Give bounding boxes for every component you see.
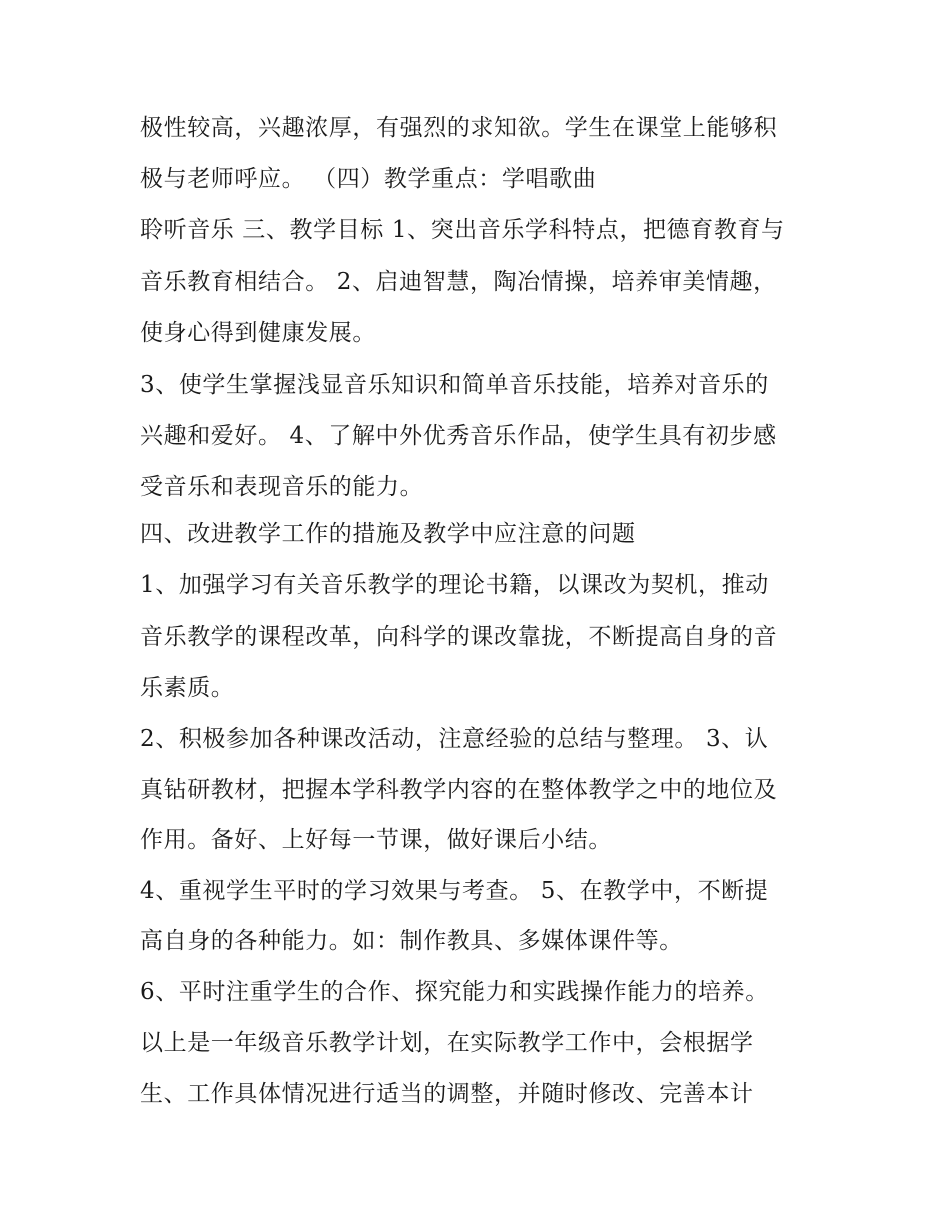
text-line: 1、加强学习有关音乐教学的理论书籍，以课改为契机，推动: [140, 572, 769, 598]
text-line: 6、平时注重学生的合作、探究能力和实践操作能力的培养。: [140, 979, 769, 1005]
text-line: 使身心得到健康发展。: [140, 320, 376, 346]
text-line: 极与老师呼应。 （四）教学重点：学唱歌曲: [140, 166, 597, 192]
section-heading: 四、改进教学工作的措施及教学中应注意的问题: [140, 521, 636, 547]
text-line: 极性较高，兴趣浓厚，有强烈的求知欲。学生在课堂上能够积: [140, 115, 778, 141]
text-line: 聆听音乐 三、教学目标 1、突出音乐学科特点，把德育教育与: [140, 217, 785, 243]
text-line: 音乐教育相结合。 2、启迪智慧，陶冶情操，培养审美情趣，: [140, 269, 777, 295]
text-line: 兴趣和爱好。 4、了解中外优秀音乐作品，使学生具有初步感: [140, 423, 777, 449]
text-line: 受音乐和表现音乐的能力。: [140, 474, 424, 500]
text-line: 音乐教学的课程改革，向科学的课改靠拢，不断提高自身的音: [140, 624, 778, 650]
text-line: 作用。备好、上好每一节课，做好课后小结。: [140, 827, 612, 853]
text-line: 以上是一年级音乐教学计划，在实际教学工作中，会根据学: [140, 1030, 754, 1056]
text-line: 高自身的各种能力。如：制作教具、多媒体课件等。: [140, 928, 683, 954]
text-line: 乐素质。: [140, 675, 235, 701]
text-line: 2、积极参加各种课改活动，注意经验的总结与整理。 3、认: [140, 726, 769, 752]
text-line: 3、使学生掌握浅显音乐知识和简单音乐技能，培养对音乐的: [140, 372, 769, 398]
text-line: 真钻研教材，把握本学科教学内容的在整体教学之中的地位及: [140, 777, 778, 803]
text-line: 生、工作具体情况进行适当的调整，并随时修改、完善本计: [140, 1081, 754, 1107]
text-line: 4、重视学生平时的学习效果与考查。 5、在教学中，不断提: [140, 878, 769, 904]
